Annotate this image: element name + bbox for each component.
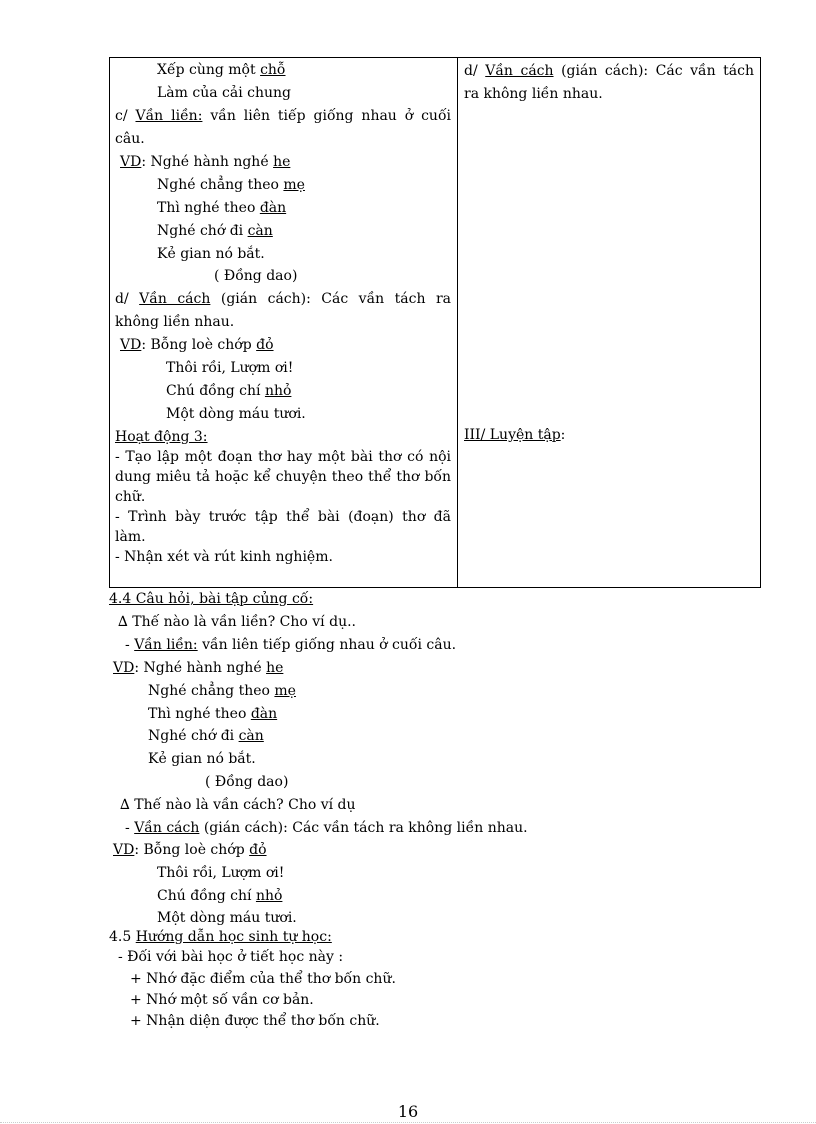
section-heading-4-4: 4.4 Câu hỏi, bài tập củng cố: xyxy=(109,591,314,607)
definition-line: c/ Vần liền: vần liên tiếp giống nhau ở cuối xyxy=(115,108,451,124)
definition-line: ra không liền nhau. xyxy=(464,86,603,102)
section-heading-4-5: 4.5 Hướng dẫn học sinh tự học: xyxy=(109,929,332,945)
poem-line: Làm của cải chung xyxy=(157,85,291,101)
activity-line: chữ. xyxy=(115,489,146,505)
poem-line: Kẻ gian nó bắt. xyxy=(148,751,256,767)
example-label: VD: Bỗng loè chớp đỏ xyxy=(120,337,274,353)
practice-heading: III/ Luyện tập: xyxy=(464,427,566,443)
poem-line: Thôi rồi, Lượm ơi! xyxy=(166,360,294,376)
poem-line: Kẻ gian nó bắt. xyxy=(157,246,265,262)
answer-line: - Vần liền: vần liên tiếp giống nhau ở cuối câu. xyxy=(125,637,457,653)
poem-line: Thì nghé theo đàn xyxy=(157,200,287,216)
poem-source: ( Đồng dao) xyxy=(214,268,298,284)
lesson-table xyxy=(109,57,761,588)
example-label: VD: Nghé hành nghé he xyxy=(113,660,284,676)
activity-heading: Hoạt động 3: xyxy=(115,429,208,445)
activity-line: - Tạo lập một đoạn thơ hay một bài thơ có nội xyxy=(115,449,451,465)
question: ∆ Thế nào là vần cách? Cho ví dụ xyxy=(120,797,356,813)
poem-line: Nghé chẳng theo mẹ xyxy=(148,683,296,699)
page-number: 16 xyxy=(397,1102,419,1121)
poem-source: ( Đồng dao) xyxy=(205,774,289,790)
question: ∆ Thế nào là vần liền? Cho ví dụ.. xyxy=(118,614,356,630)
column-divider xyxy=(457,58,458,587)
poem-line: Chú đồng chí nhỏ xyxy=(157,888,283,904)
activity-line: - Nhận xét và rút kinh nghiệm. xyxy=(115,549,333,565)
activity-line: dung miêu tả hoặc kể chuyện theo thể thơ bốn xyxy=(115,469,451,485)
poem-line: Nghé chẳng theo mẹ xyxy=(157,177,305,193)
activity-line: làm. xyxy=(115,529,146,545)
definition-line: d/ Vần cách (gián cách): Các vần tách ra xyxy=(115,291,451,307)
answer-line: - Vần cách (gián cách): Các vần tách ra không liền nhau. xyxy=(125,820,528,836)
poem-line: Chú đồng chí nhỏ xyxy=(166,383,292,399)
poem-line: Một dòng máu tươi. xyxy=(157,910,297,926)
example-label: VD: Nghé hành nghé he xyxy=(120,154,291,170)
activity-line: - Trình bày trước tập thể bài (đoạn) thơ đã xyxy=(115,509,451,525)
example-label: VD: Bỗng loè chớp đỏ xyxy=(113,842,267,858)
guide-line: + Nhận diện được thể thơ bốn chữ. xyxy=(130,1013,380,1029)
guide-line: + Nhớ đặc điểm của thể thơ bốn chữ. xyxy=(130,971,396,987)
poem-line: Thôi rồi, Lượm ơi! xyxy=(157,865,285,881)
definition-line: d/ Vần cách (gián cách): Các vần tách xyxy=(464,63,755,79)
poem-line: Nghé chớ đi càn xyxy=(148,728,264,744)
poem-line: Xếp cùng một chỗ xyxy=(157,62,286,78)
definition-line: không liền nhau. xyxy=(115,314,235,330)
guide-line: - Đối với bài học ở tiết học này : xyxy=(118,949,344,965)
poem-line: Thì nghé theo đàn xyxy=(148,706,278,722)
poem-line: Một dòng máu tươi. xyxy=(166,406,306,422)
poem-line: Nghé chớ đi càn xyxy=(157,223,273,239)
guide-line: + Nhớ một số vần cơ bản. xyxy=(130,992,314,1008)
definition-line: câu. xyxy=(115,131,145,147)
